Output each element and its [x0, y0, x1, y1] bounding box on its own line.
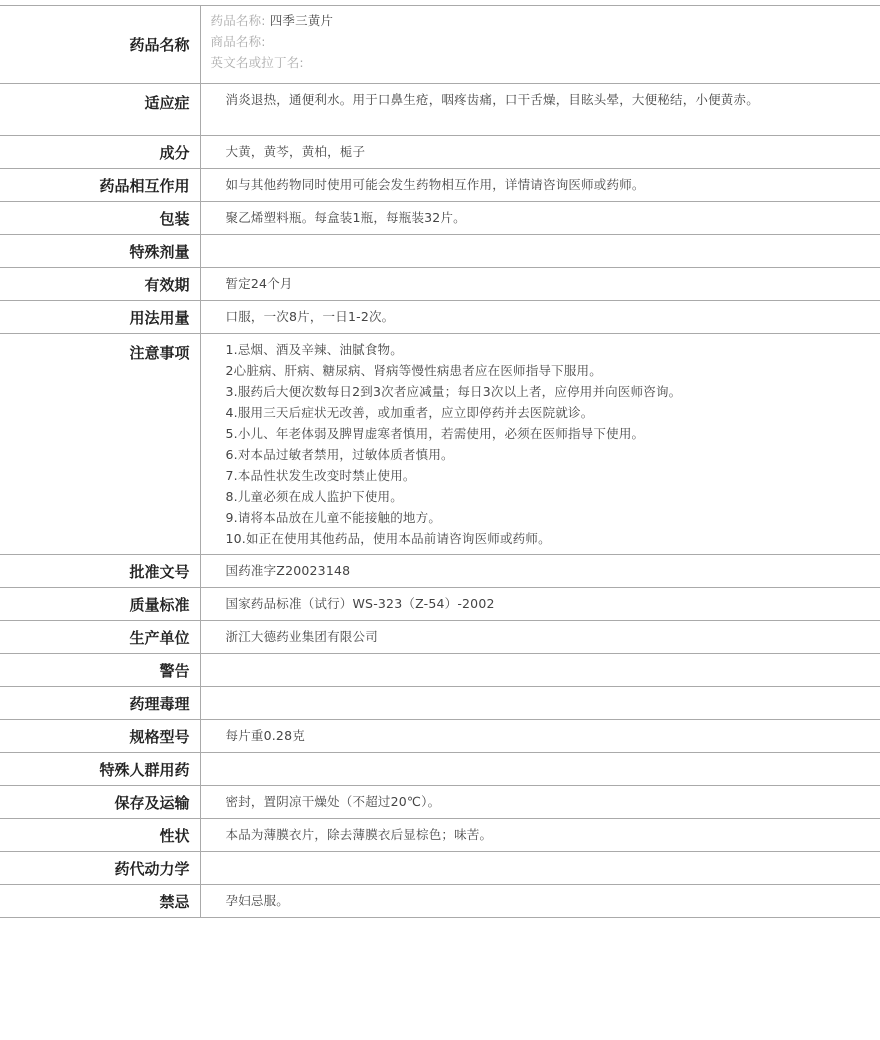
- row-label-drug-names: 药品名称: [0, 6, 200, 84]
- row-value-approval-number: 国药准字Z20023148: [225, 563, 351, 578]
- row-usage-dosage: [0, 301, 880, 334]
- row-value-quality-standard: 国家药品标准（试行）WS-323（Z-54）-2002: [225, 596, 495, 611]
- precaution-item: 4.服用三天后症状无改善，或加重者，应立即停药并去医院就诊。: [225, 405, 594, 420]
- precaution-item: 5.小儿、年老体弱及脾胃虚寒者慎用，若需使用，必须在医师指导下使用。: [225, 426, 645, 441]
- precaution-item: 1.忌烟、酒及辛辣、油腻食物。: [225, 342, 403, 357]
- row-pharmacology: [0, 687, 880, 720]
- row-value-pharmacology: [200, 687, 880, 720]
- row-specification: [0, 720, 880, 753]
- row-label-special-populations: 特殊人群用药: [0, 753, 200, 786]
- drug-spec-table: [0, 5, 880, 918]
- row-label-precautions: 注意事项: [0, 334, 200, 555]
- row-value-interactions: 如与其他药物同时使用可能会发生药物相互作用，详情请咨询医师或药师。: [225, 177, 645, 192]
- row-drug-names: [0, 6, 880, 84]
- row-value-contraindications: 孕妇忌服。: [225, 893, 290, 908]
- row-packaging: [0, 202, 880, 235]
- row-label-approval-number: 批准文号: [0, 555, 200, 588]
- row-special-populations: [0, 753, 880, 786]
- row-value-special-dosage: [200, 235, 880, 268]
- row-ingredients: [0, 136, 880, 169]
- row-label-storage: 保存及运输: [0, 786, 200, 819]
- drug-name-value: 四季三黄片: [269, 13, 334, 28]
- row-value-usage-dosage: 口服，一次8片，一日1-2次。: [225, 309, 395, 324]
- row-manufacturer: [0, 621, 880, 654]
- row-label-shelf-life: 有效期: [0, 268, 200, 301]
- row-label-interactions: 药品相互作用: [0, 169, 200, 202]
- row-label-contraindications: 禁忌: [0, 885, 200, 918]
- row-shelf-life: [0, 268, 880, 301]
- drug-name-line: [211, 10, 791, 31]
- row-label-packaging: 包装: [0, 202, 200, 235]
- row-contraindications: [0, 885, 880, 918]
- row-label-description: 性状: [0, 819, 200, 852]
- precaution-item: 2心脏病、肝病、糖尿病、肾病等慢性病患者应在医师指导下服用。: [225, 363, 602, 378]
- row-quality-standard: [0, 588, 880, 621]
- drug-names-cell: [200, 6, 880, 84]
- precaution-item: 3.服药后大便次数每日2到3次者应减量；每日3次以上者，应停用并向医师咨询。: [225, 384, 682, 399]
- row-label-usage-dosage: 用法用量: [0, 301, 200, 334]
- row-precautions: [0, 334, 880, 555]
- row-value-special-populations: [200, 753, 880, 786]
- row-value-indications: 消炎退热，通便利水。用于口鼻生疮，咽疼齿痛，口干舌燥，目眩头晕，大便秘结，小便黄赤。: [225, 92, 759, 107]
- row-value-specification: 每片重0.28克: [225, 728, 305, 743]
- row-value-description: 本品为薄膜衣片，除去薄膜衣后显棕色；味苦。: [225, 827, 493, 842]
- row-special-dosage: [0, 235, 880, 268]
- row-label-indications: 适应症: [0, 84, 200, 136]
- row-storage: [0, 786, 880, 819]
- row-value-pharmacokinetics: [200, 852, 880, 885]
- row-label-ingredients: 成分: [0, 136, 200, 169]
- precaution-item: 10.如正在使用其他药品，使用本品前请咨询医师或药师。: [225, 531, 551, 546]
- row-label-pharmacology: 药理毒理: [0, 687, 200, 720]
- row-value-storage: 密封，置阴凉干燥处（不超过20℃）。: [225, 794, 441, 809]
- row-value-shelf-life: 暂定24个月: [225, 276, 293, 291]
- row-value-precautions: [200, 334, 880, 555]
- row-label-specification: 规格型号: [0, 720, 200, 753]
- english-name-label: 英文名或拉丁名:: [210, 55, 304, 70]
- row-value-warning: [200, 654, 880, 687]
- row-approval-number: [0, 555, 880, 588]
- row-label-quality-standard: 质量标准: [0, 588, 200, 621]
- row-pharmacokinetics: [0, 852, 880, 885]
- row-description: [0, 819, 880, 852]
- row-indications: [0, 84, 880, 136]
- precaution-item: 9.请将本品放在儿童不能接触的地方。: [225, 510, 442, 525]
- trade-name-label: 商品名称:: [210, 34, 266, 49]
- row-warning: [0, 654, 880, 687]
- trade-name-line: [211, 31, 791, 52]
- precaution-item: 6.对本品过敏者禁用，过敏体质者慎用。: [225, 447, 454, 462]
- row-label-warning: 警告: [0, 654, 200, 687]
- row-value-packaging: 聚乙烯塑料瓶。每盒装1瓶，每瓶装32片。: [225, 210, 466, 225]
- precaution-item: 7.本品性状发生改变时禁止使用。: [225, 468, 416, 483]
- row-value-manufacturer: 浙江大德药业集团有限公司: [225, 629, 378, 644]
- row-label-manufacturer: 生产单位: [0, 621, 200, 654]
- english-name-line: [211, 52, 791, 73]
- row-label-special-dosage: 特殊剂量: [0, 235, 200, 268]
- precaution-item: 8.儿童必须在成人监护下使用。: [225, 489, 403, 504]
- drug-name-label: 药品名称:: [210, 13, 266, 28]
- row-value-ingredients: 大黄，黄芩，黄柏，栀子: [225, 144, 366, 159]
- row-label-pharmacokinetics: 药代动力学: [0, 852, 200, 885]
- row-interactions: [0, 169, 880, 202]
